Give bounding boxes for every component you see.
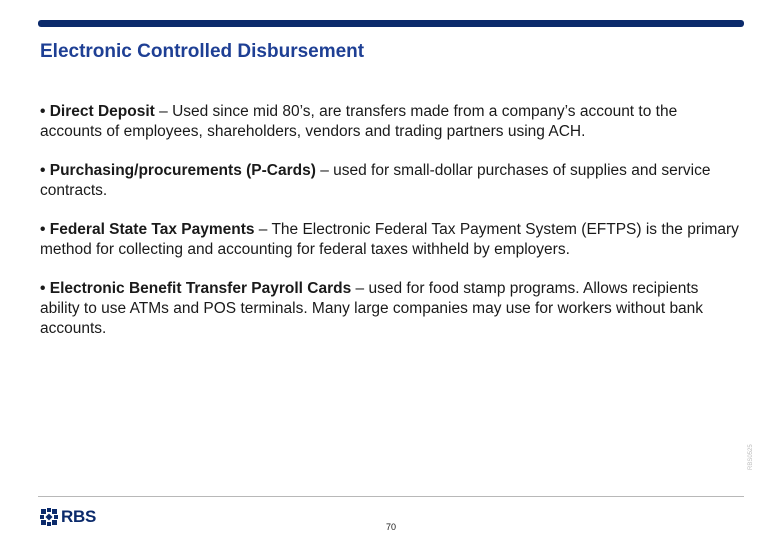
bullet-marker: • xyxy=(40,221,50,238)
rbs-daisy-wheel-icon xyxy=(40,508,58,526)
bullet-dash: – xyxy=(315,162,334,179)
rbs-logo xyxy=(40,508,96,526)
bullet-item-tax-payments xyxy=(40,220,740,260)
slide-title: Electronic Controlled Disbursement xyxy=(40,41,365,62)
bullet-text: used for small-dollar purchases of supplies and service contracts. xyxy=(40,162,711,199)
side-reference-code: RBS0525 xyxy=(748,444,754,470)
logo-wordmark: RBS xyxy=(61,507,96,526)
bullet-term: Federal State Tax Payments xyxy=(49,221,255,238)
bullet-text: Used since mid 80’s, are transfers made from a company’s account to the accounts of employees, shareholders, vendors and trading partners using ACH. xyxy=(40,103,678,140)
bullet-text: The Electronic Federal Tax Payment System (EFTPS) is the primary method for collecting and accounting for federal taxes withheld by employers. xyxy=(40,221,739,258)
page-number: 70 xyxy=(385,522,396,532)
top-accent-bar xyxy=(38,20,744,27)
bullet-item-direct-deposit xyxy=(40,102,740,142)
bullet-marker: • xyxy=(40,162,50,179)
bullet-list xyxy=(40,102,740,358)
footer-divider xyxy=(38,496,744,497)
bullet-dash: – xyxy=(254,221,272,238)
bullet-marker: • xyxy=(40,280,50,297)
bullet-dash: – xyxy=(154,103,173,120)
bullet-term: Purchasing/procurements (P-Cards) xyxy=(49,162,316,179)
bullet-item-p-cards xyxy=(40,161,740,201)
bullet-dash: – xyxy=(351,280,369,297)
bullet-item-payroll-cards xyxy=(40,279,740,339)
bullet-text: used for food stamp programs. Allows recipients ability to use ATMs and POS terminals. Many large companies may use for workers without bank accounts. xyxy=(40,280,704,337)
bullet-term: Electronic Benefit Transfer Payroll Cards xyxy=(49,280,352,297)
bullet-marker: • xyxy=(40,103,50,120)
bullet-term: Direct Deposit xyxy=(49,103,155,120)
